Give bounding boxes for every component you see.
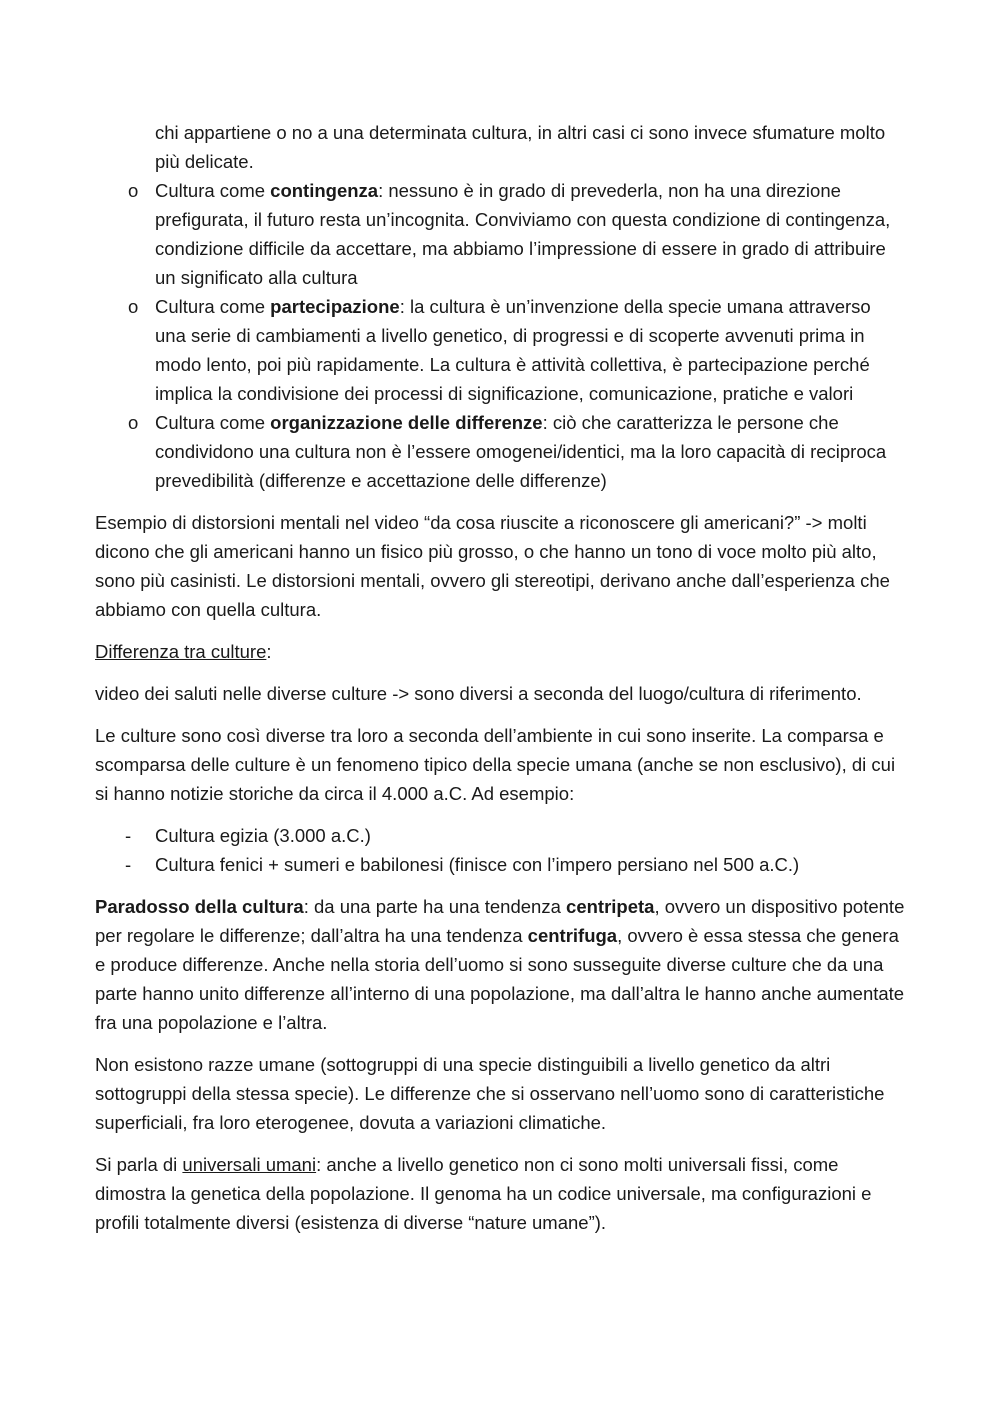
term-partecipazione: partecipazione	[270, 296, 400, 317]
page-content	[95, 118, 905, 1250]
paragraph-paradosso: Paradosso della cultura: da una parte ha una tendenza centripeta, ovvero un dispositivo potente per regolare le differenze; dall’altra ha una tendenza centrifuga, ovvero è essa stessa che genera e produce differenze. Anche nella storia dell’uomo si sono susseguite diverse culture che da una parte hanno unito differenze all’interno di una popolazione, ma dall’altra le hanno anche aumentate fra una popolazione e l’altra.	[95, 896, 905, 1033]
list-item: - Cultura fenici + sumeri e babilonesi (finisce con l’impero persiano nel 500 a.C.)	[95, 850, 905, 879]
term-organizzazione-differenze: organizzazione delle differenze	[270, 412, 543, 433]
paragraph-razze: Non esistono razze umane (sottogruppi di una specie distinguibili a livello genetico da altri sottogruppi della stessa specie). Le differenze che si osservano nell’uomo sono di caratteristiche superficiali, fra loro eterogenee, dovuta a variazioni climatiche.	[95, 1054, 885, 1133]
paragraph-video-saluti: video dei saluti nelle diverse culture -> sono diversi a seconda del luogo/cultura di riferimento.	[95, 683, 862, 704]
paragraph-universali: Si parla di universali umani: anche a livello genetico non ci sono molti universali fissi, come dimostra la genetica della popolazione. Il genoma ha un codice universale, ma configurazioni e profili totalmente diversi (esistenza di diverse “nature umane”).	[95, 1154, 872, 1233]
list-item: o Cultura come organizzazione delle differenze: ciò che caratterizza le persone che condividono una cultura non è l’essere omogenei/identici, ma la loro capacità di reciproca prevedibilità (differenze e accettazione delle differenze)	[95, 408, 905, 495]
paragraph-esempio: Esempio di distorsioni mentali nel video “da cosa riuscite a riconoscere gli americani?” -> molti dicono che gli americani hanno un fisico più grosso, o che hanno un tono di voce molto più alto, sono più casinisti. Le distorsioni mentali, ovvero gli stereotipi, derivano anche dall’esperienza che abbiamo con quella cultura.	[95, 512, 890, 620]
examples-list	[95, 821, 905, 879]
bullet-circle-icon: o	[128, 412, 139, 433]
bullet-circle-icon: o	[128, 180, 139, 201]
bullet-dash-icon: -	[125, 854, 132, 875]
term-contingenza: contingenza	[270, 180, 379, 201]
list-continuation	[95, 118, 905, 176]
continuation-text: chi appartiene o no a una determinata cultura, in altri casi ci sono invece sfumature molto più delicate.	[155, 122, 886, 172]
bullet-dash-icon: -	[125, 825, 132, 846]
paragraph-culture-diverse: Le culture sono così diverse tra loro a seconda dell’ambiente in cui sono inserite. La comparsa e scomparsa delle culture è un fenomeno tipico della specie umana (anche se non esclusivo), di cui si hanno notizie storiche da circa il 4.000 a.C. Ad esempio:	[95, 725, 896, 804]
bullet-circle-icon: o	[128, 296, 139, 317]
list-item: o Cultura come contingenza: nessuno è in grado di prevederla, non ha una direzione prefigurata, il futuro resta un’incognita. Conviviamo con questa condizione di contingenza, condizione difficile da accettare, ma abbiamo l’impressione di essere in grado di attribuire un significato alla cultura	[95, 176, 905, 292]
list-item: - Cultura egizia (3.000 a.C.)	[95, 821, 905, 850]
heading-differenza-tra-culture: Differenza tra culture:	[95, 641, 272, 662]
culture-definitions-list	[95, 176, 905, 495]
list-item: o Cultura come partecipazione: la cultura è un’invenzione della specie umana attraverso una serie di cambiamenti a livello genetico, di progressi e di scoperte avvenuti prima in modo lento, poi più rapidamente. La cultura è attività collettiva, è partecipazione perché implica la condivisione dei processi di significazione, comunicazione, pratiche e valori	[95, 292, 905, 408]
